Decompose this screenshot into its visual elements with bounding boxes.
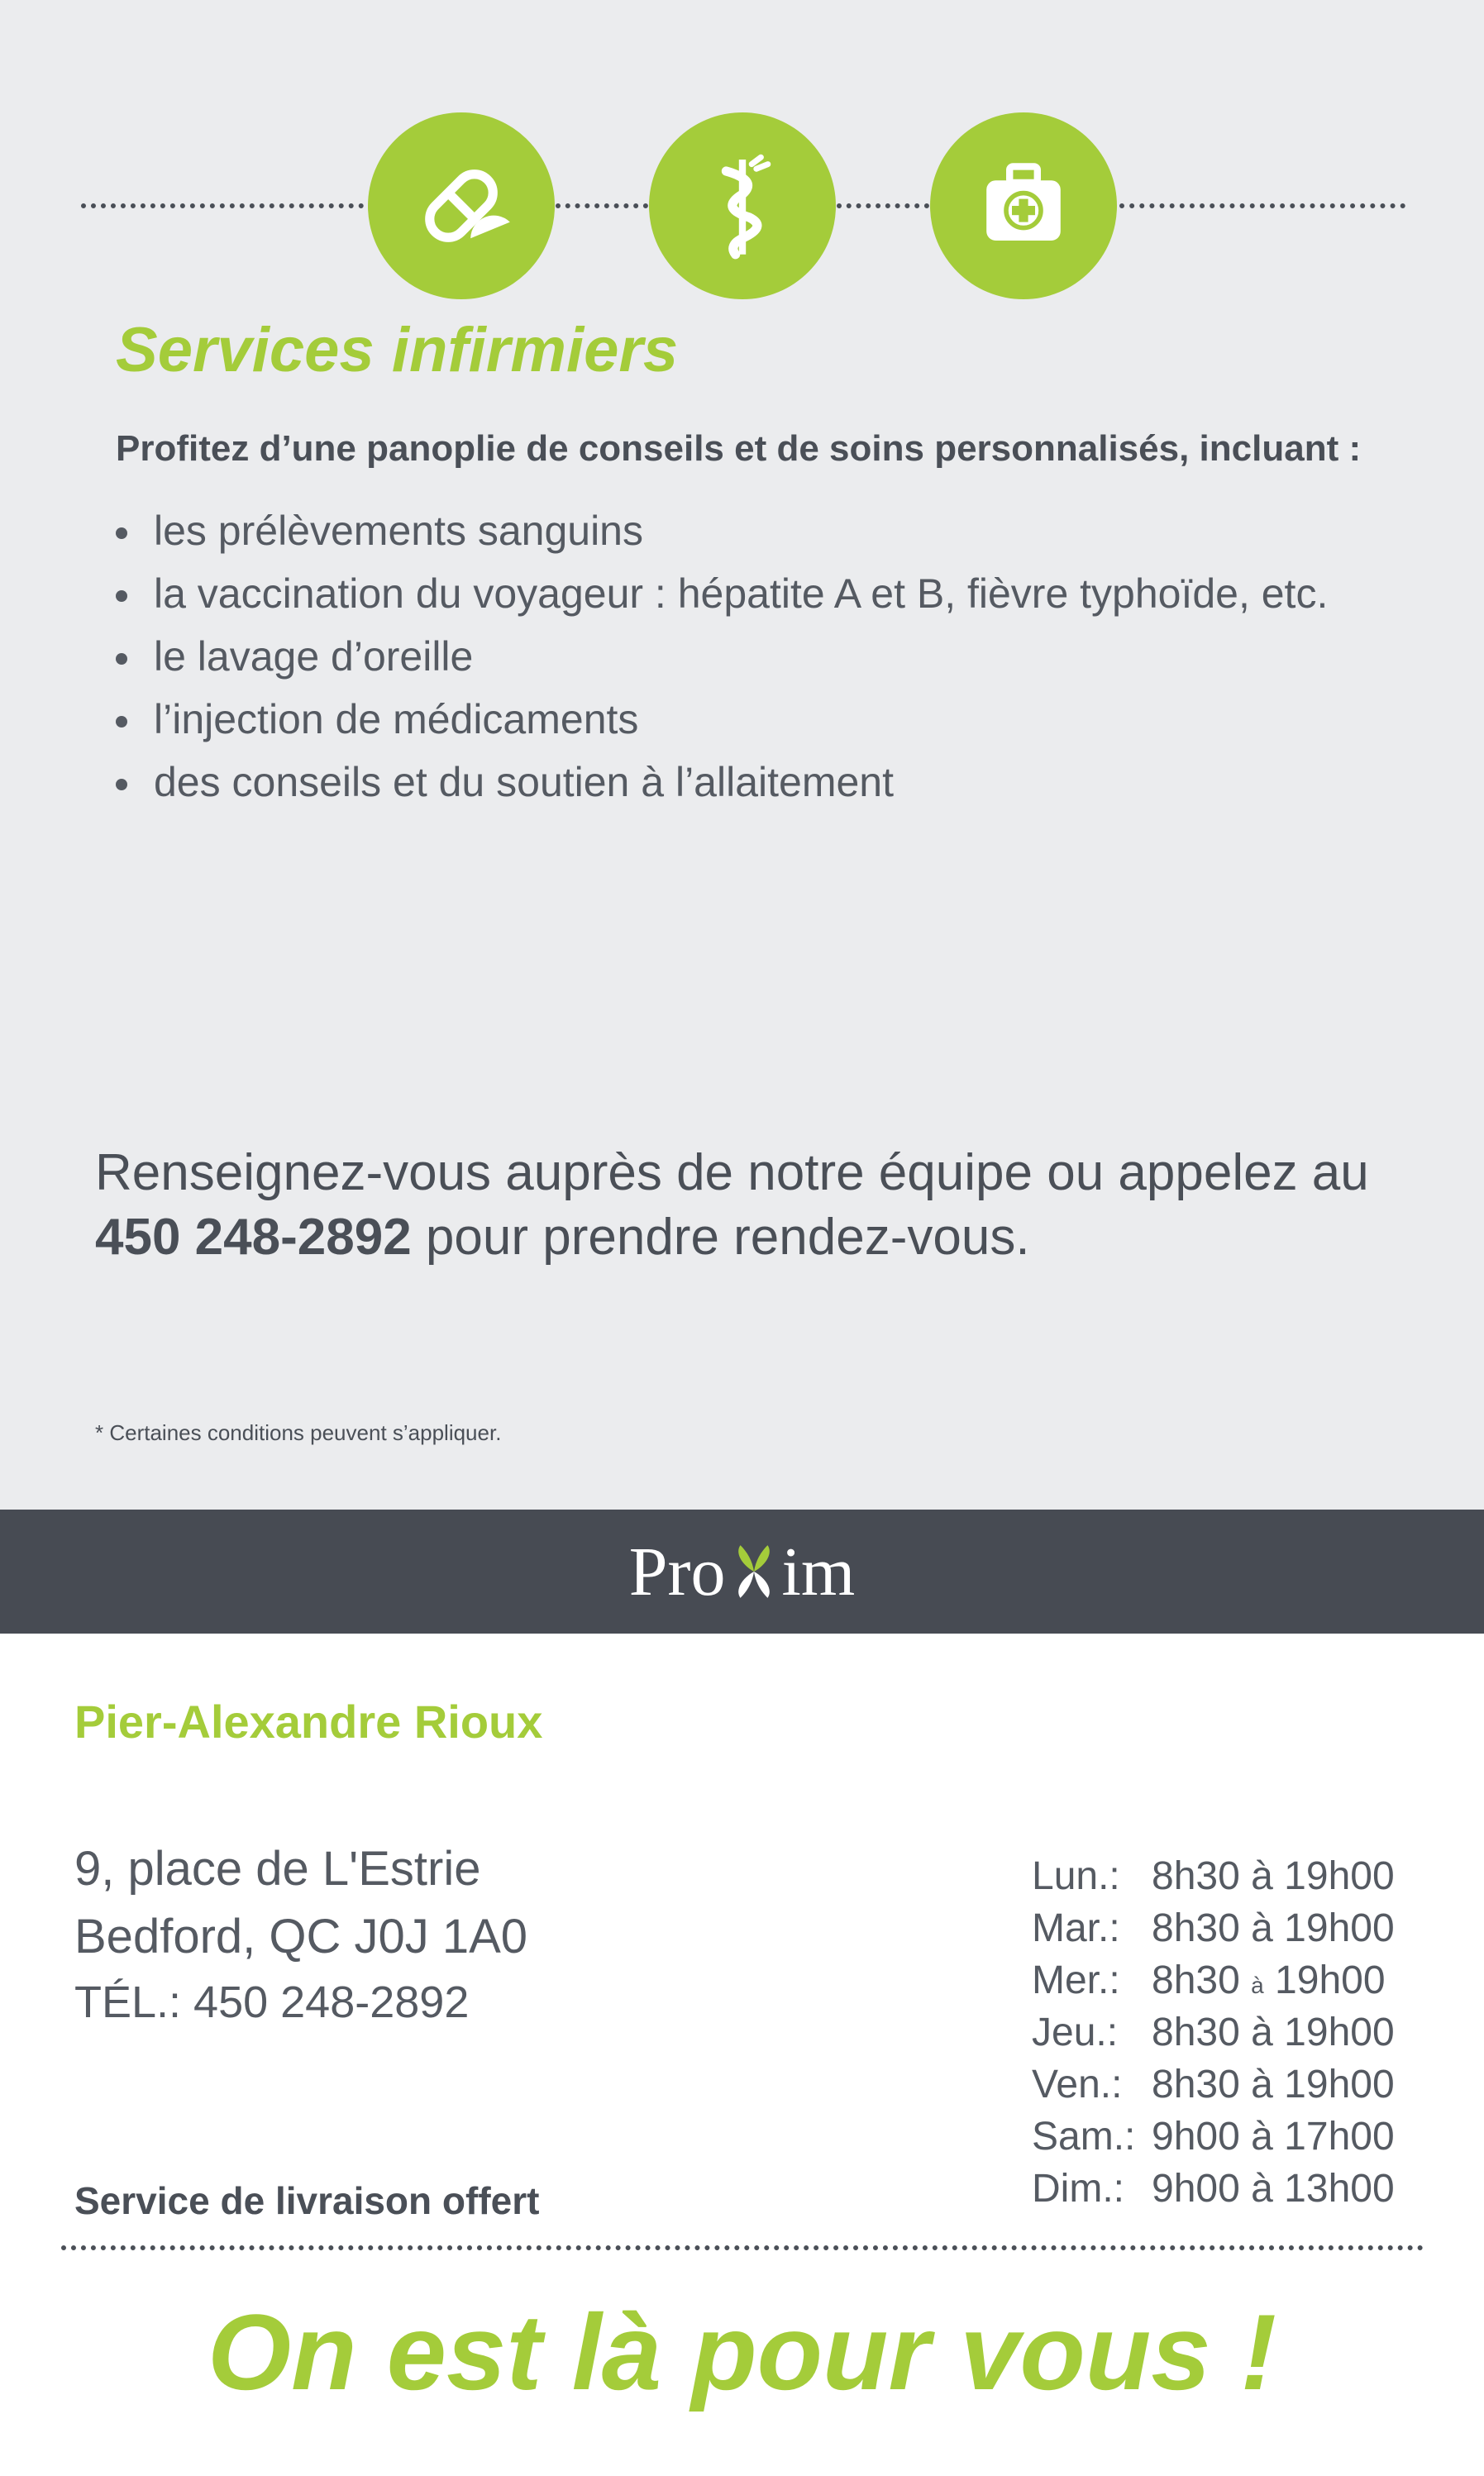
address-city: Bedford, QC J0J 1A0 xyxy=(74,1910,528,1963)
logo-text-left: Pro xyxy=(628,1533,726,1610)
hours-day: Mer.: xyxy=(1032,1958,1120,2002)
hours-row xyxy=(1032,1850,1395,1902)
hours-time: 9h00 à 13h00 xyxy=(1152,2167,1395,2211)
address-phone: TÉL.: 450 248-2892 xyxy=(74,1977,470,2027)
hours-row xyxy=(1032,1954,1395,2006)
dotted-divider xyxy=(556,203,648,208)
leaf-x-icon xyxy=(728,1542,780,1601)
hours-row xyxy=(1032,1902,1395,1954)
hours-time: 8h30 à 19h00 xyxy=(1152,1906,1395,1950)
hours-row xyxy=(1032,2006,1395,2059)
brand-band xyxy=(0,1510,1484,1634)
list-item: la vaccination du voyageur : hépatite A et B, fièvre typhoïde, etc. xyxy=(116,562,1328,625)
address-street: 9, place de L'Estrie xyxy=(74,1842,481,1896)
services-list xyxy=(116,499,1328,813)
call-to-action xyxy=(95,1141,1369,1270)
list-item: le lavage d’oreille xyxy=(116,625,1328,688)
hours-row xyxy=(1032,2059,1395,2111)
disclaimer-note: * Certaines conditions peuvent s’appliquer. xyxy=(95,1420,502,1445)
hours-time: 8h30 à 19h00 xyxy=(1152,1958,1386,2002)
first-aid-kit-icon xyxy=(930,112,1117,299)
hours-day: Lun.: xyxy=(1032,1854,1120,1898)
hours-time: 8h30 à 19h00 xyxy=(1152,1854,1395,1898)
hours-time: 9h00 à 17h00 xyxy=(1152,2115,1395,2159)
cta-text: Renseignez-vous auprès de notre équipe ou appelez au xyxy=(95,1144,1369,1201)
dotted-divider xyxy=(1119,203,1405,208)
intro-text: Profitez d’une panoplie de conseils et de soins personnalisés, incluant : xyxy=(116,428,1362,469)
hours-time: 8h30 à 19h00 xyxy=(1152,2011,1395,2054)
hours-day: Dim.: xyxy=(1032,2167,1124,2211)
hours-day: Mar.: xyxy=(1032,1906,1120,1950)
cta-text-end: pour prendre rendez-vous. xyxy=(425,1209,1030,1266)
hours-day: Sam.: xyxy=(1032,2115,1136,2159)
section-title: Services infirmiers xyxy=(116,315,679,385)
proxim-logo xyxy=(629,1532,855,1612)
dotted-divider xyxy=(81,203,364,208)
logo-text-right: im xyxy=(781,1533,856,1610)
opening-hours xyxy=(1032,1850,1395,2215)
list-item: les prélèvements sanguins xyxy=(116,499,1328,562)
list-item: l’injection de médicaments xyxy=(116,688,1328,751)
hours-day: Ven.: xyxy=(1032,2063,1123,2106)
caduceus-icon xyxy=(649,112,836,299)
delivery-text: Service de livraison offert xyxy=(74,2179,540,2222)
pill-icon xyxy=(368,112,555,299)
list-item: des conseils et du soutien à l’allaitement xyxy=(116,751,1328,813)
slogan: On est là pour vous ! xyxy=(208,2292,1276,2412)
cta-phone: 450 248-2892 xyxy=(95,1209,412,1266)
hours-day: Jeu.: xyxy=(1032,2011,1119,2054)
hours-row xyxy=(1032,2163,1395,2215)
hours-time: 8h30 à 19h00 xyxy=(1152,2063,1395,2106)
hours-row xyxy=(1032,2111,1395,2163)
dotted-divider xyxy=(61,2245,1424,2250)
address-block xyxy=(74,1835,527,2034)
dotted-divider xyxy=(837,203,929,208)
pharmacist-name: Pier-Alexandre Rioux xyxy=(74,1696,543,1748)
